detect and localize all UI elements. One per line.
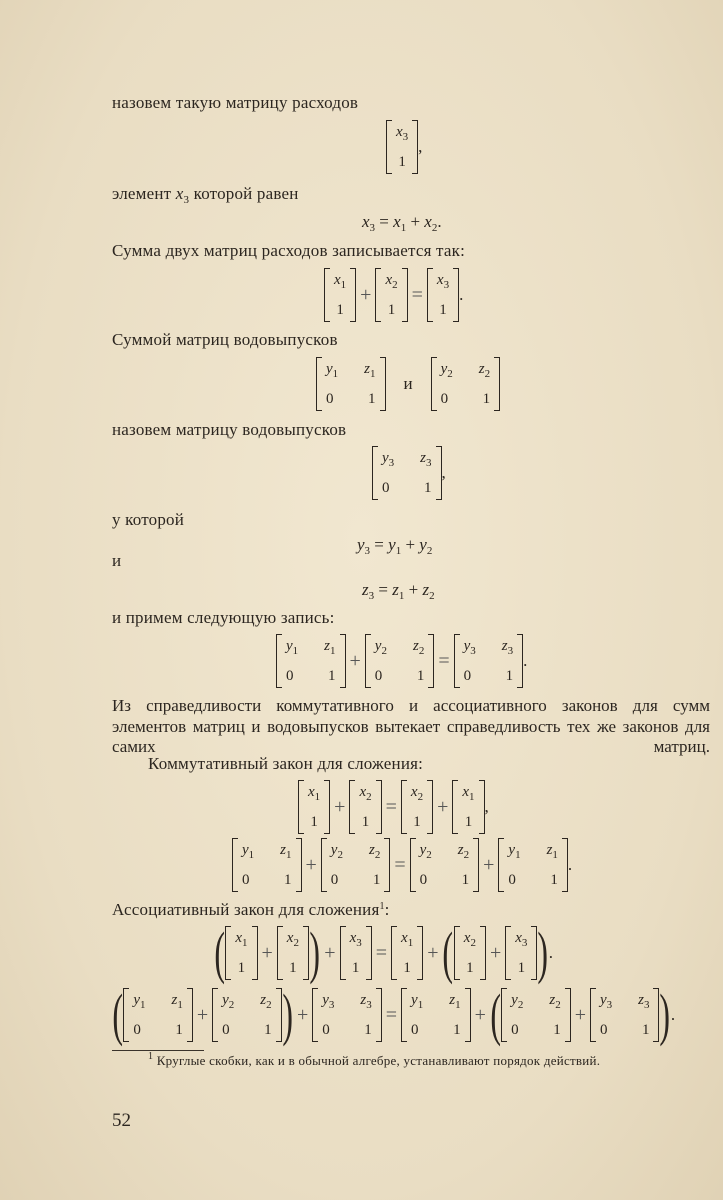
text-line: назовем такую матрицу расходов [112, 93, 359, 112]
footnote: $^1$ Круглые скобки, как и в обычной алгебре, устанавливают порядок действий. [148, 1051, 601, 1068]
text-line: Суммой матриц водовыпусков [112, 330, 338, 349]
text-line: и [112, 551, 122, 570]
formula-yz-pair: $y_1$ $z_1$ 0 1 и $y_2$ $z_2$ 0 1 [316, 357, 500, 411]
formula-commutative-x: $x_1$ 1 + $x_2$ 1 = $x_2$ 1 + $x_1$ 1 , [298, 780, 489, 834]
formula-cost-matrix-x3: $x_3$ 1 , [386, 120, 422, 174]
formula-x3-equals: $x_3 = x_1 + x_2$. [362, 212, 442, 234]
text-line: Коммутативный закон для сложения: [148, 754, 424, 773]
paragraph: Из справедливости коммутативного и ассоциативного законов для сумм элементов матриц и водовыпусков вытекает справедливость тех же законов для самих матриц. [112, 696, 710, 756]
formula-cost-sum: $x_1$ 1 + $x_2$ 1 = $x_3$ 1 . [324, 268, 463, 322]
text-line: Сумма двух матриц расходов записывается так: [112, 241, 466, 260]
formula-y3: $y_3 = y_1 + y_2$ [357, 535, 433, 557]
text-line: назовем матрицу водовыпусков [112, 420, 347, 439]
text-line: и примем следующую запись: [112, 608, 335, 627]
formula-yz3: $y_3$ $z_3$ 0 1 , [372, 446, 446, 500]
text-line: элемент $x_3$ которой равен [112, 184, 299, 206]
page-number: 52 [112, 1110, 131, 1131]
formula-yz-sum: $y_1$ $z_1$ 0 1 + $y_2$ $z_2$ 0 1 = $y_3$ $z_3$ 0 1 . [276, 634, 527, 688]
footnote-rule [112, 1050, 204, 1051]
formula-commutative-yz: $y_1$ $z_1$ 0 1 + $y_2$ $z_2$ 0 1 = $y_2$ $z_2$ 0 1 + $y_1$ $z_1$ 0 1 . [232, 838, 572, 892]
formula-z3: $z_3 = z_1 + z_2$ [362, 580, 435, 602]
text-line: у которой [112, 510, 185, 529]
formula-associative-yz: ( $y_1$ $z_1$ 0 1 + $y_2$ $z_2$ 0 1 ) + $y_3$ $z_3$ 0 1 = $y_1$ $z_1$ 0 1 + ( $y_2$ $z_2$ 0 1 + $y_3$ $z_3$ 0 1 ) . [112, 982, 676, 1047]
text-line: Ассоциативный закон для сложения$^1$: [112, 900, 390, 919]
formula-associative-x: ( $x_1$ 1 + $x_2$ 1 ) + $x_3$ 1 = $x_1$ 1 + ( $x_2$ 1 + $x_3$ 1 ) . [214, 920, 553, 985]
